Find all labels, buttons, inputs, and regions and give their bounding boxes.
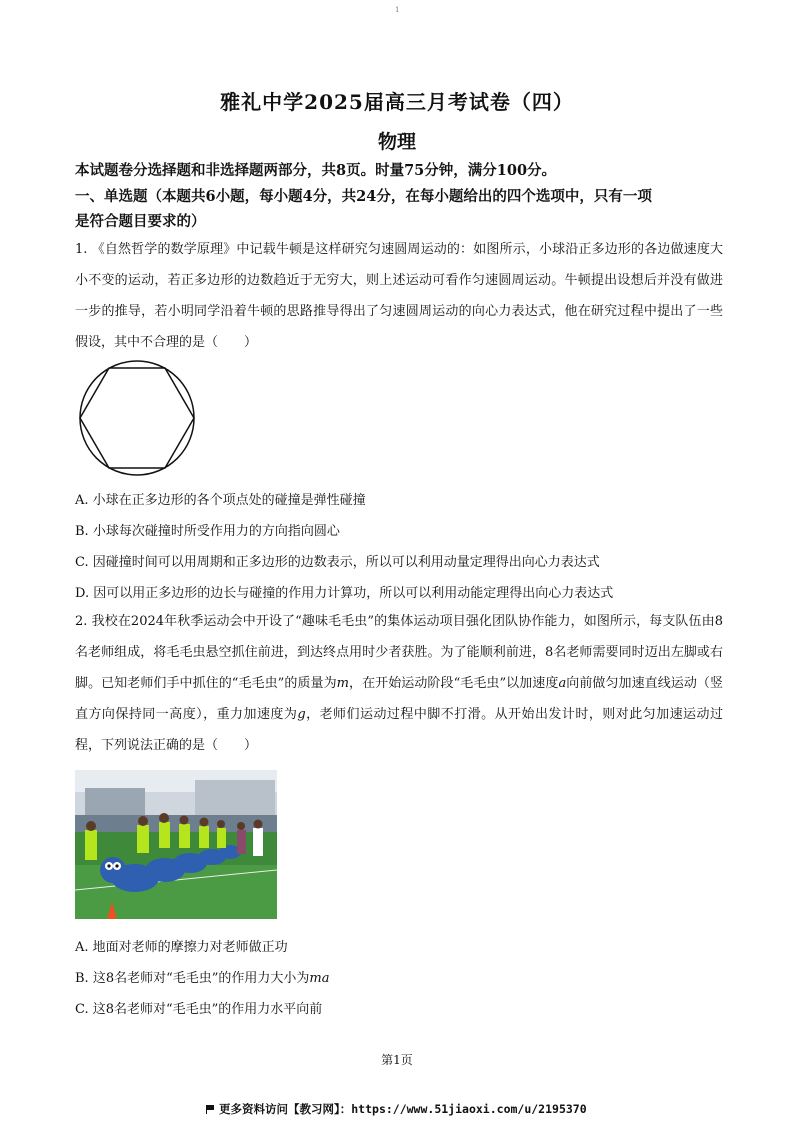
question-2-stem (75, 606, 723, 761)
question-1-option-c: C. 因碰撞时间可以用周期和正多边形的边数表示，所以可以利用动量定理得出向心力表达式 (75, 555, 600, 570)
section-heading-line2: 是符合题目要求的） (75, 213, 206, 230)
exam-info: 本试题卷分选择题和非选择题两部分，共8页。时量75分钟，满分100分。 (75, 162, 557, 179)
section-heading-line1: 一、单选题（本题共6小题，每小题4分，共24分，在每小题给出的四个选项中，只有一项 (75, 188, 652, 205)
question-1-option-d: D. 因可以用正多边形的边长与碰撞的作用力计算功，所以可以利用动能定理得出向心力表达式 (75, 586, 614, 601)
footer-link-text[interactable]: 更多资料访问【教习网】：https://www.51jiaoxi.com/u/2195370 (219, 1102, 587, 1116)
caterpillar-race-photo (75, 770, 277, 919)
exam-title: 雅礼中学2025届高三月考试卷（四） (220, 90, 574, 114)
question-2-stem-part3: 向前做匀加速直线运动（竖直方向保持同一高度），重力加速度为 (75, 676, 723, 722)
question-2-option-b-text: B. 这8名老师对“毛毛虫”的作用力大小为 (75, 971, 310, 986)
question-1-stem: 1. 《自然哲学的数学原理》中记载牛顿是这样研究匀速圆周运动的：如图所示，小球沿正多边形的各边做速度大小不变的运动，若正多边形的边数趋近于无穷大，则上述运动可看作匀速圆周运动。牛顿提出设想后并没有做进一步的推导，若小明同学沿着牛顿的思路推导得出了匀速圆周运动的向心力表达式，他在研究过程中提出了一些假设，其中不合理的是（ ） (75, 242, 723, 350)
question-2-option-b (75, 967, 329, 986)
page-top-mark: 1 (395, 6, 400, 14)
hexagon-in-circle-figure (75, 360, 201, 482)
question-2-option-a: A. 地面对老师的摩擦力对老师做正功 (75, 940, 288, 955)
question-2-stem-part1: 2. 我校在2024年秋季运动会中开设了“趣味毛毛虫”的集体运动项目强化团队协作能力，如图所示，每支队伍由8名老师组成，将毛毛虫悬空抓住前进，到达终点用时少者获胜。为了能顺利前进，8名老师需要同时迈出左脚或右脚。已知老师们手中抓住的“毛毛虫”的质量为 (75, 614, 723, 691)
question-2-stem-part2: ，在开始运动阶段“毛毛虫”以加速度 (348, 676, 559, 691)
question-2-stem-part4: ，老师们运动过程中脚不打滑。从开始出发计时，则对此匀加速运动过程，下列说法正确的是（ ） (75, 707, 723, 753)
variable-a: a (558, 676, 567, 691)
variable-g: g (297, 707, 306, 722)
flag-icon (206, 1105, 215, 1114)
variable-ma: ma (309, 971, 330, 986)
variable-m: m (336, 676, 349, 691)
page-number: 第1页 (381, 1053, 413, 1067)
question-1-option-a: A. 小球在正多边形的各个项点处的碰撞是弹性碰撞 (75, 493, 366, 508)
question-1-option-b: B. 小球每次碰撞时所受作用力的方向指向圆心 (75, 524, 340, 539)
subject-title: 物理 (377, 131, 416, 153)
footer-link[interactable] (206, 1101, 587, 1117)
question-2-option-c: C. 这8名老师对“毛毛虫”的作用力水平向前 (75, 1002, 323, 1017)
